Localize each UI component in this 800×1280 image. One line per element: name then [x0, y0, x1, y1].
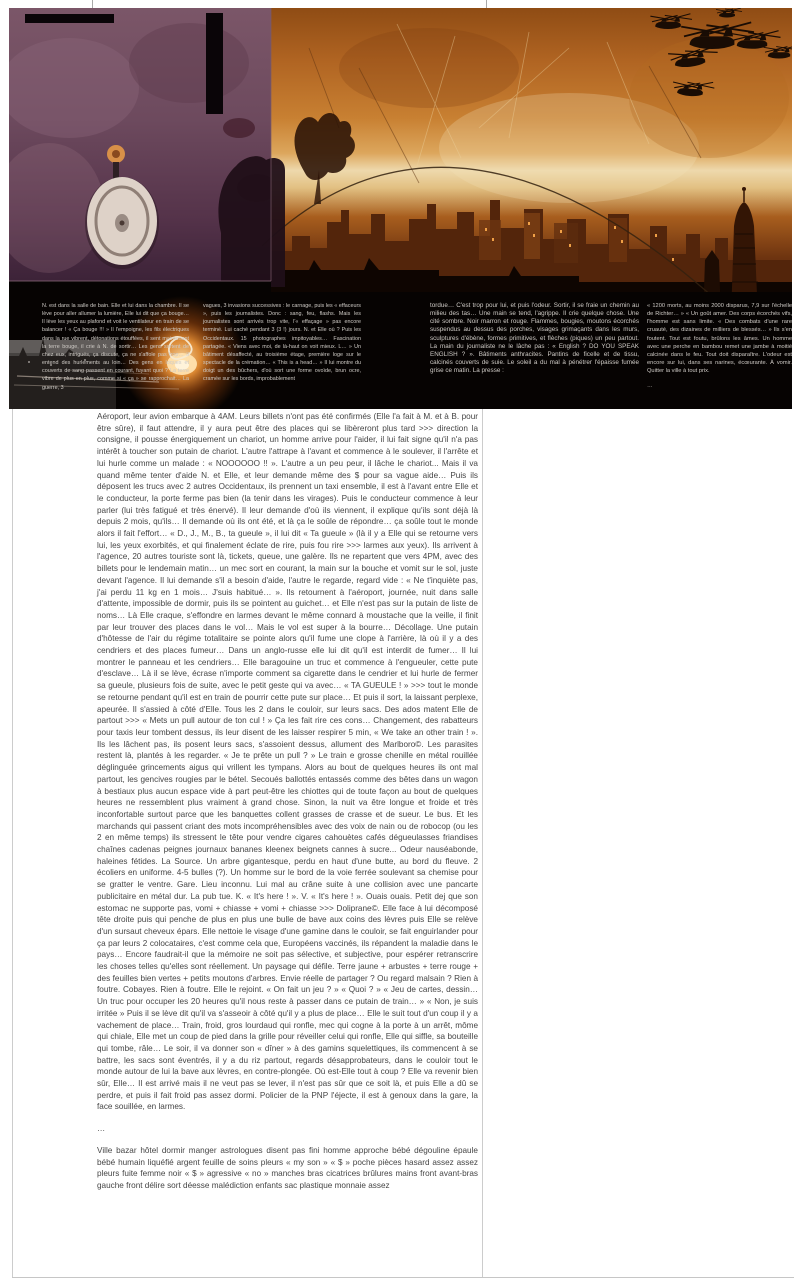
- caption-text: « 1200 morts, au moins 2000 disparus, 7,9 sur l'échelle de Richter… » « Un goût amer. Des corps écorchés vifs, l'homme est sans limite. « Des combats d'une rare cruauté, des dizaines de milliers de blessés… » Ils s'en foutent. Tout est foutu, brûlons les âmes. Un homme avec une perche en bambou remet une jambe à moitié calcinée dans le feu. Tout doit disparaître. L'odeur est encore sur lui, dans ses narines, écœurante. À vomir. Quitter la ville à tout prix.: [647, 303, 792, 375]
- body-paragraph: Aéroport, leur avion embarque à 4AM. Leurs billets n'ont pas été confirmés (Elle l'a fait à M. et à B. pour être sûre), il faut attendre, il y aura peut être des places qui se libèreront plus tard >>> direction la consigne, il pousse énergiquement un chariot, un homme arrive pour l'aider, il lui fait signe qu'il n'a pas intérêt à toucher son putain de chariot. L'autre l'attrape à l'avant et commence à le soulever, il l'arrête et lui hurle comme un malade : « NOOOOOO !! ». L'autre a un peu peur, il lâche le chariot... Mais il va quand même tenter d'aide N. et Elle, et leur demande même des $ pour sa vague aide… Puis ils déposent les trucs avec 2 autres Occidentaux, ils prennent un taxi ensemble, il est à l'avant entre Elle et le conducteur, la porte ferme pas bien (la tenir dans les virages). Puis le conducteur commence à leur parler (lui très fatigué et très énervé). Il leur demande d'où ils viennent, il explique qu'ils sont déjà là depuis 2 mois, qu'ils… Il demande où ils ont été, et là ça le soûle de répondre… ça soûle tout le monde alors il fait l'effort… « D., J., M., B., ta gueule », il lui dit « Ta gueule » (là il y a Elle qui se retourne vers lui, les yeux exorbités, et qui finalement éclate de rire, puis fou rire >>> larmes aux yeux). Ils arrivent à l'agence, 20 autres touriste sont là, tickets, queue, une galère. Ils ne repartent que vers 4PM, avec des billets pour le lendemain matin… un mec sort en courant, la main sur la bouche et vomit sur le sol, juste devant l'agence. Il lui demande s'il a besoin d'aide, l'autre le regarde, regard vide : « Ne t'inquiète pas, j'ai perdu 11 kg en 1 mois… J'suis habitué… ». Ils retournent à l'aéroport, journée, nuit dans salle d'attente, impossible de dormir, puis ils se pointent au guichet… et Elle n'est pas sur la putain de liste de noms… Là Elle craque, s'effondre en larmes devant le même connard à moustache que la veille, il finit par leur trouver des places dans le vol… Mais le vol est super à la bourre… Décollage. Une putain d'hôtesse de l'air du régime totalitaire se pointe alors qu'il fume une clope à l'arrière, là où il y a des cendriers et des places fumeur… Dans un anglo-russe elle lui dit qu'il est interdit de fumer… Il lui montrer le panneau et les cendriers… Elle baragouine un truc et commence à l'engueuler, cette pute d'esclave… Là il se lève, écrase n'importe comment sa cigarette dans le cendrier et lui hurle de fermer sa gueule, plusieurs fois de suite, avec le petit geste qui va avec… « TA GUEULE ! » >>> tout le monde se retourne pendant qu'il est en train de pourrir cette pute sur place… Et puis il sort, la laissant perplexe, apeurée. Il s'assied à côté d'Elle. Tous les 2 dans le couloir, sur leurs sacs. Des ados matent Elle de partout >>> « Mets un pull autour de ton cul ! » Ça les fait rire ces cons… Changement, des rabatteurs pour taxis leur tombent dessus, ils leur disent de les laisser respirer 5 min, « We take an other train ! ». Ils les lâchent pas, ils posent leurs sacs, s'assoient dessus, allument des Marlboro©. Les parasites restent là, plantés à les regarder. « Je te prête un pull ? » Le train e grosse chenille en métal rouillée déglinguée grincements aigus qui vrillent les tympans. Alors au bout de quelques heures ils ont mal partout, les gencives rougies par le bétel. Secoués ballottés entassés comme des bêtes dans un wagon à bestiaux plus aucun espace vide à part peut-être les chiottes qui de toute façon au bout de quelques heures ne ressemblent plus vraiment à grand chose. Sinon, la nuit va être longue et froide et très inconfortable surtout parce que les banquettes collent grasses de crasse et de sueur. Le bus. Et les marchands qui passent criant des mots incompréhensibles avec des voix de nain ou de robocop (ou les 2 en même temps) ils stressent le tête pour vendre cigares cahouètes cafés dégueulasses friandises chaînes cadenas peignes journaux bananes kleenex beignets cannes à sucre... Odeur nauséabonde, haleines fétides. La Source. Un arbre gigantesque, perdu en haut d'une butte, au bord du fleuve. 2 écoliers en uniforme. 4-5 bulles (?). Un homme sur le bord de la voie ferrée soulevant sa chemise pour se gratter le ventre. Gare. Lieu inconnu. Lui mal au crâne suite à une collision avec une pancarte publicitaire en métal dur. La pub tue. K. « It's here ! ». V. « It's here ! ». Ouais ouais. Petit dej que son estomac ne supporte pas, vomi + chiasse + vomi + chiasse >>> Doliprane©. Elle face à lui décomposé tête droite puis qui penche de plus en plus une bulle de bave aux coins des lèvres puis Elle se relève d'un sursaut cheveux épars. Elle nettoie le visage d'une gamine dans le couloir, se fait enguirlander pour ça par leurs 2 colocataires, c'est comme cela que, Européens vaccinés, ils répandent la maladie dans le pays… Encore faudrait-il que la mémoire ne soit pas sélective, et subjective, pour espérer retranscrire les choses telles qu'elles sont réellement. Un paysage qui défile. Terre jaune + arbustes + terre rouge + des feuilles bien vertes + petits moutons d'arbres. Envie réelle de partager ? Ou regard malsain ? Rien à foutre. Cobayes. Rien à foutre. Elle le rejoint. « On fait un jeu ? » « Quoi ? » « Jeu de cartes, dessin… Un truc pour occuper les 20 heures qu'il nous reste à passer dans ce putain de train… » « Non, je suis irritée » Puis il se lève dit qu'il va s'asseoir à côté qu'il y a plus de place… Elle le suit tout d'un coup il y a vachement de place… Train, froid, gros lourdaud qui ronfle, mec qui cogne à la porte à un arrêt, môme qui chiale, Elle met un coup de pied dans la grille pour réveiller celui qui ronfle, Elle qui siffle, sa bouteille qui tombe, râle… Le soir, il va donner son « dîner » à des gamins squelettiques, ils commencent à se battre, les sacs sont éventrés, il y a du riz partout, regards désapprobateurs, dans le couloir tout le monde autour de lui la bave aux lèvres, en contre-plongée. Où est-Elle tout à coup ? Elle va revenir bien sûr, Elle… Il est arrivé mais il ne veut pas se lever, il n'est pas sûr que ce soit là, et puis Elle a dû se perdre, et puis il fait froid pas assez dormi. Policier de la PNP l'éjecte, il est à genoux dans la gare, la face souillée, en larmes.: [97, 412, 478, 1112]
- page-rule-left: [12, 409, 13, 1277]
- caption-text: vagues, 3 invasions successives : le carnage, puis les « effaceurs », puis les journalistes. Donc : sang, feu, flashs. Mais les journalistes sont arrivés trop vite, l'« effaçage » pas encore terminé. Lui caché pendant 3 (3 !) jours. N. et Elle où ? Puis les Occidentaux. 15 photographes impitoyables… Fascination partagée. « Viens avec moi, de là-haut on voit mieux. L… » Un bâtiment désaffecté, au troisième étage, première loge sur le spectacle de la crémation… « This is a head… » Il lui montre du doigt un des bûchers, d'où sort une forme ovoïde, brun ocre, cramée sur les bords, improbablement: [203, 303, 361, 383]
- page-rule-bottom: [12, 1277, 794, 1278]
- caption-column-3: [430, 302, 639, 375]
- caption-text: N. est dans la salle de bain. Elle et lui dans la chambre. Il se lève pour aller allumer la lumière, Elle lui dit que ça bouge… Il lève les yeux au plafond et voit le ventilateur en train de se balancer ! « Ça bouge !!! » Il l'empoigne, les fils électriques dans la rue vibrent, détonations étouffées, il sent maintenant la terre bouge, il crie à N. de sortir… Les gens sortent de chez eux, intrigués, ça discute, ça ne s'affole pas trop… Il entend des hurlements au loin… Des gens en loques et couverts de sang passent en courant, fuyant quoi ? La terre vibre de plus en plus, comme si « ça » se rapprochait… La guerre, 3: [42, 303, 189, 391]
- caption-column-2: [203, 302, 361, 384]
- body-text-column: [97, 411, 478, 1192]
- caption-text: tordue… C'est trop pour lui, et puis l'odeur. Sortir, il se fraie un chemin au milieu des tas… Une main se tend, l'agrippe. Il crie quelque chose. Une cité sombre. Noir marron et rouge. Flammes, bougies, moutons écorchés suspendus au dessus des porches, visages grimaçants dans les murs, sculptures d'ébène, formes primitives, et flèches (piques) un peu partout. La main du journaliste ne le lâche pas : « English ? DO YOU SPEAK ENGLISH ? ». Bâtiments anthracites. Pantins de ficelle et de tissu, calcinés couverts de suie. Le soleil a du mal à pénétrer l'épaisse fumée grise ce matin. La presse :: [430, 302, 639, 375]
- body-separator: …: [97, 1124, 106, 1134]
- page-rule-right: [482, 409, 483, 1277]
- foliage-silhouette: [218, 156, 285, 287]
- caption-column-4: [647, 302, 792, 391]
- caption-column-1: [42, 302, 189, 392]
- caption-ellipsis: …: [647, 383, 653, 390]
- body-coda-paragraph: Ville bazar hôtel dormir manger astrologues disent pas fini homme approche bébé dégouline épaule bébé humain liquéfié argent feuille de soins pleurs « my son » « $ » poche pièces hasard assez assez pleurs fuite femme noir « $ » agressive « no » manches bras cicatrices brûlures mains front avant-bras gauche front délire sort déesse malédiction enfants sac plastique monnaie assez: [97, 1145, 478, 1190]
